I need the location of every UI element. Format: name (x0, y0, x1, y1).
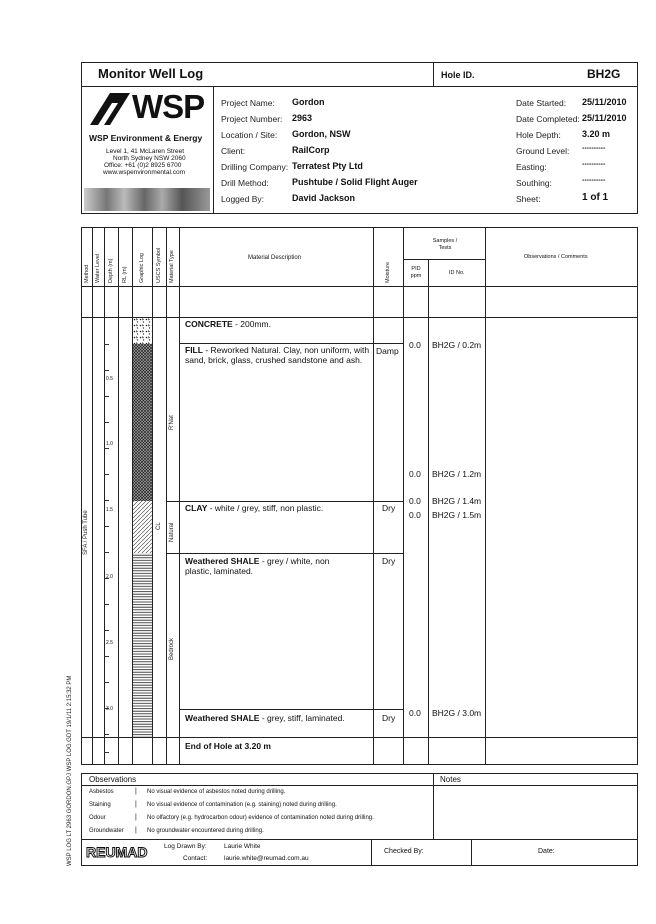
observation-label: Groundwater (89, 828, 124, 834)
company-banner-image (84, 188, 210, 211)
sample-id: BH2G / 1.4m (432, 496, 482, 506)
date-completed-value: 25/11/2010 (582, 113, 627, 123)
col-depth-header: Depth (m) (108, 258, 114, 283)
sample-pid: 0.0 (409, 340, 421, 350)
layer-description: CLAY - white / grey, stiff, non plastic. (185, 503, 324, 513)
observation-separator: | (135, 788, 137, 795)
sample-id: BH2G / 0.2m (432, 340, 482, 350)
observations-title: Observations (89, 775, 137, 784)
observation-separator: | (135, 827, 137, 834)
drill-method-label: Drill Method: (221, 178, 269, 188)
company-address1: Level 1, 41 McLaren Street (106, 148, 185, 155)
observation-text: No visual evidence of asbestos noted during drilling. (147, 789, 286, 795)
clay-pattern (133, 501, 152, 553)
logged-by-value: David Jackson (292, 193, 356, 203)
reumad-logo: REUMAD (86, 844, 148, 860)
log-table (81, 227, 638, 765)
observation-text: No visual evidence of contamination (e.g. staining) noted during drilling. (147, 802, 337, 808)
date-started-value: 25/11/2010 (582, 97, 627, 107)
page-title: Monitor Well Log (98, 66, 204, 81)
contact-label: Contact: (183, 855, 208, 862)
layer-description: Weathered SHALE - grey / white, non plastic, laminated. (185, 556, 330, 576)
hole-id-label: Hole ID. (441, 70, 475, 80)
depth-tick-label: 2.0 (106, 574, 113, 580)
location-value: Gordon, NSW (292, 129, 351, 139)
drill-method-value: Pushtube / Solid Flight Auger (292, 177, 418, 187)
drilling-company-label: Drilling Company: (221, 162, 289, 172)
col-observations-header: Observations / Comments (524, 254, 588, 260)
date-label: Date: (538, 848, 555, 855)
observation-separator: | (135, 814, 137, 821)
location-label: Location / Site: (221, 130, 278, 140)
material-type-natural: Natural (169, 522, 175, 542)
company-address2: North Sydney NSW 2060 (113, 155, 186, 162)
concrete-pattern (133, 318, 152, 344)
sheet-label: Sheet: (516, 194, 541, 204)
client-label: Client: (221, 146, 246, 156)
contact-value[interactable]: laurie.white@reumad.com.au (224, 855, 309, 862)
col-uscs-header: USCS Symbol (156, 247, 162, 283)
depth-tick-label: 3.0 (106, 706, 113, 712)
project-name-label: Project Name: (221, 98, 275, 108)
hole-depth-label: Hole Depth: (516, 130, 561, 140)
col-samples-header: Samples / Tests (432, 238, 458, 251)
sheet-value: 1 of 1 (582, 192, 609, 203)
company-name: WSP Environment & Energy (89, 133, 203, 143)
depth-tick-label: 1.0 (106, 441, 113, 447)
col-moisture-header: Moisture (385, 261, 391, 283)
col-description-header: Material Description (248, 255, 302, 261)
shale-pattern (133, 553, 152, 738)
col-rl-header: RL (m) (122, 266, 128, 283)
easting-label: Easting: (516, 162, 547, 172)
project-number-label: Project Number: (221, 114, 283, 124)
wsp-logo-text: WSP (132, 88, 205, 125)
moisture-value: Dry (382, 713, 396, 723)
graphic-log (133, 318, 152, 738)
sample-pid: 0.0 (409, 510, 421, 520)
moisture-value: Damp (376, 346, 399, 356)
sample-pid: 0.0 (409, 469, 421, 479)
company-web: www.wspenvironmental.com (103, 169, 186, 176)
col-pid-header: PID ppm (410, 266, 422, 279)
company-office: Office: +61 (0)2 8925 6700 (104, 162, 182, 169)
uscs-symbol: CL (156, 522, 162, 530)
notes-title: Notes (440, 775, 461, 784)
col-material-type-header: Material Type (169, 250, 175, 283)
southing-value: ---------- (582, 177, 606, 184)
fill-pattern (133, 344, 152, 501)
depth-tick-label: 0.5 (106, 376, 113, 382)
date-completed-label: Date Completed: (516, 114, 580, 124)
ground-level-label: Ground Level: (516, 146, 570, 156)
observation-label: Staining (89, 802, 111, 808)
logged-by-label: Logged By: (221, 194, 265, 204)
layer-description: CONCRETE - 200mm. (185, 319, 271, 329)
sample-id: BH2G / 1.2m (432, 469, 482, 479)
side-stamp: WSP LOG LT 2963 GORDON.GPJ WSP LOG.GDT 19/1/11 2:15:32 PM (67, 675, 73, 866)
observation-separator: | (135, 801, 137, 808)
depth-tick-label: 1.5 (106, 507, 113, 513)
sample-id: BH2G / 3.0m (432, 708, 482, 718)
hole-depth-value: 3.20 m (582, 129, 611, 139)
wsp-logo-icon (88, 91, 132, 127)
log-drawn-value: Laurie White (224, 843, 261, 850)
easting-value: ---------- (582, 161, 606, 168)
project-name-value: Gordon (292, 97, 325, 107)
end-of-hole: End of Hole at 3.20 m (185, 741, 271, 751)
col-graphic-header: Graphic Log (139, 253, 145, 283)
col-water-header: Water Level (95, 253, 101, 283)
client-value: RailCorp (292, 145, 330, 155)
log-drawn-label: Log Drawn By: (164, 843, 207, 850)
observation-text: No olfactory (e.g. hydrocarbon odour) evidence of contamination noted during drilling. (147, 815, 374, 821)
material-type-rnat: R'Nat (169, 415, 175, 430)
hole-id-value: BH2G (587, 67, 621, 81)
layer-description: Weathered SHALE - grey, stiff, laminated. (185, 713, 345, 723)
sample-pid: 0.0 (409, 496, 421, 506)
material-type-bedrock: Bedrock (169, 637, 175, 660)
date-started-label: Date Started: (516, 98, 567, 108)
project-number-value: 2963 (292, 113, 313, 123)
observation-text: No groundwater encountered during drilling. (147, 828, 264, 834)
col-method-header: Method (84, 264, 90, 283)
southing-label: Southing: (516, 178, 552, 188)
sample-id: BH2G / 1.5m (432, 510, 482, 520)
method-value: SFA / Push Tube (83, 510, 89, 555)
moisture-value: Dry (382, 503, 396, 513)
checked-by-label: Checked By: (384, 848, 424, 855)
col-id-header: ID No. (449, 270, 465, 276)
ground-level-value: ---------- (582, 145, 606, 152)
layer-description: FILL - Reworked Natural. Clay, non uniform, with sand, brick, glass, crushed sandstone and ash. (185, 345, 370, 365)
drilling-company-value: Terratest Pty Ltd (292, 161, 363, 171)
observation-label: Asbestos (89, 789, 114, 795)
depth-tick-label: 2.5 (106, 640, 113, 646)
observation-label: Odour (89, 815, 106, 821)
moisture-value: Dry (382, 556, 396, 566)
sample-pid: 0.0 (409, 708, 421, 718)
